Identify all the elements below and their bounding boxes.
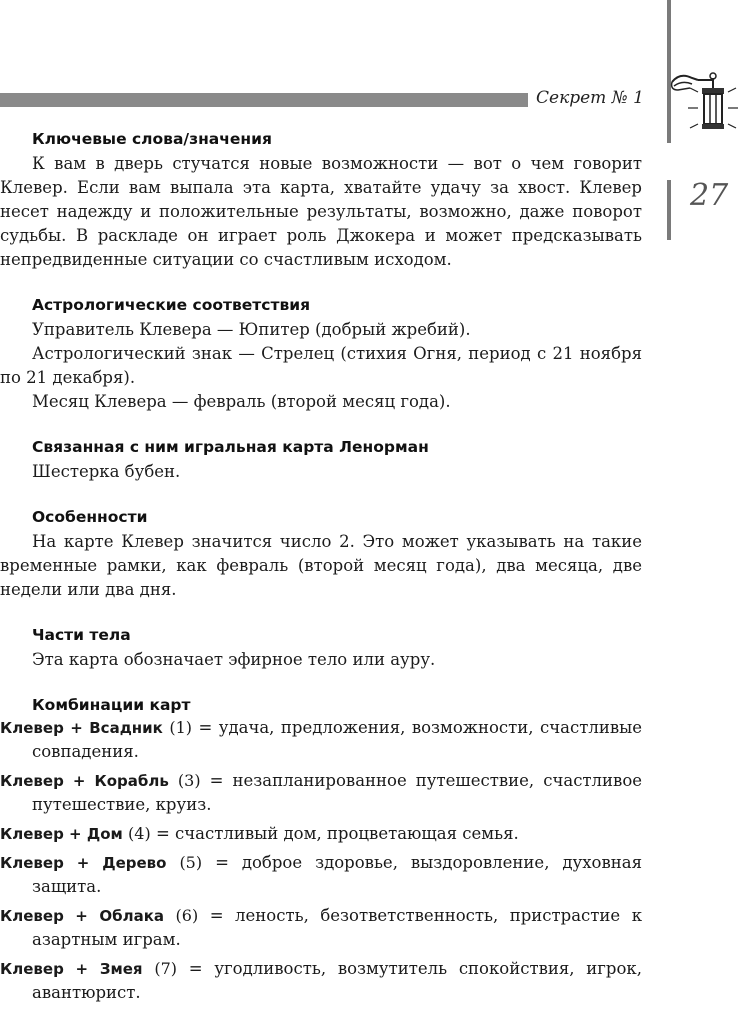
combination-item: [0, 957, 642, 1005]
combination-pair: Клевер + Дерево: [0, 854, 167, 872]
equals-sign: =: [198, 718, 213, 737]
paragraph: Эта карта обозначает эфирное тело или ауру.: [32, 650, 436, 669]
section-heading: Связанная с ним игральная карта Ленорман: [32, 438, 429, 456]
combination-number: (3): [177, 771, 201, 790]
section-playing-card: [0, 436, 642, 484]
combination-text: доброе здоровье, выздоровление, духовная защита.: [32, 853, 643, 896]
equals-sign: =: [209, 906, 224, 925]
combination-pair: Клевер + Облака: [0, 907, 164, 925]
combination-item: [0, 716, 642, 764]
header-bar-end: [526, 93, 532, 107]
combination-number: (5): [179, 853, 203, 872]
section-heading: Комбинации карт: [32, 696, 191, 714]
section-combinations: [0, 694, 642, 1005]
side-rule-lower: [667, 180, 671, 240]
paragraph: Шестерка бубен.: [32, 462, 181, 481]
paragraph: На карте Клевер значится число 2. Это может указывать на такие временные рамки, как февраль (второй месяц года), два месяца, две недели или два дня.: [0, 532, 642, 599]
paragraph: Месяц Клевера — февраль (второй месяц года).: [32, 392, 451, 411]
section-features: [0, 506, 642, 602]
combination-item: [0, 851, 642, 899]
paragraph: Управитель Клевера — Юпитер (добрый жребий).: [32, 320, 471, 339]
section-body-parts: [0, 624, 642, 672]
combination-text: счастливый дом, процветающая семья.: [175, 824, 519, 843]
section-astrology: [0, 294, 642, 414]
equals-sign: =: [209, 771, 224, 790]
combination-pair: Клевер + Корабль: [0, 772, 169, 790]
lantern-icon: [668, 68, 744, 138]
combination-pair: Клевер + Всадник: [0, 719, 163, 737]
equals-sign: =: [155, 824, 170, 843]
page-content: [0, 128, 642, 1027]
section-heading: Ключевые слова/значения: [32, 130, 272, 148]
section-heading: Особенности: [32, 508, 148, 526]
combination-number: (4): [128, 824, 151, 843]
combination-pair: Клевер + Дом: [0, 825, 123, 843]
paragraph: Астрологический знак — Стрелец (стихия Огня, период с 21 ноября по 21 декабря).: [0, 344, 642, 387]
paragraph: К вам в дверь стучатся новые возможности — вот о чем говорит Клевер. Если вам выпала эта карта, хватайте удачу за хвост. Клевер несет надежду и положительные результаты, возможно, даже поворот судьбы. В раскладе он играет роль Джокера и может предсказывать непредвиденные ситуации со счастливым исходом.: [0, 154, 642, 269]
combination-pair: Клевер + Змея: [0, 960, 143, 978]
combination-text: незапланированное путешествие, счастливое путешествие, круиз.: [32, 771, 643, 814]
equals-sign: =: [188, 959, 203, 978]
combination-list: [0, 716, 642, 1005]
section-heading: Части тела: [32, 626, 131, 644]
combination-item: [0, 904, 642, 952]
combination-item: [0, 769, 642, 817]
equals-sign: =: [215, 853, 229, 872]
combination-text: леность, безответственность, пристрастие к азартным играм.: [32, 906, 643, 949]
combination-number: (1): [169, 718, 192, 737]
combination-text: угодливость, возмутитель спокойствия, игрок, авантюрист.: [32, 959, 642, 1002]
combination-number: (6): [175, 906, 199, 925]
running-head: Секрет № 1: [536, 88, 644, 108]
combination-number: (7): [154, 959, 177, 978]
combination-text: удача, предложения, возможности, счастливые совпадения.: [32, 718, 643, 761]
section-keywords: [0, 128, 642, 272]
header-bar: [0, 93, 526, 107]
combination-item: [0, 822, 642, 846]
section-heading: Астрологические соответствия: [32, 296, 311, 314]
page-number: 27: [690, 178, 729, 213]
